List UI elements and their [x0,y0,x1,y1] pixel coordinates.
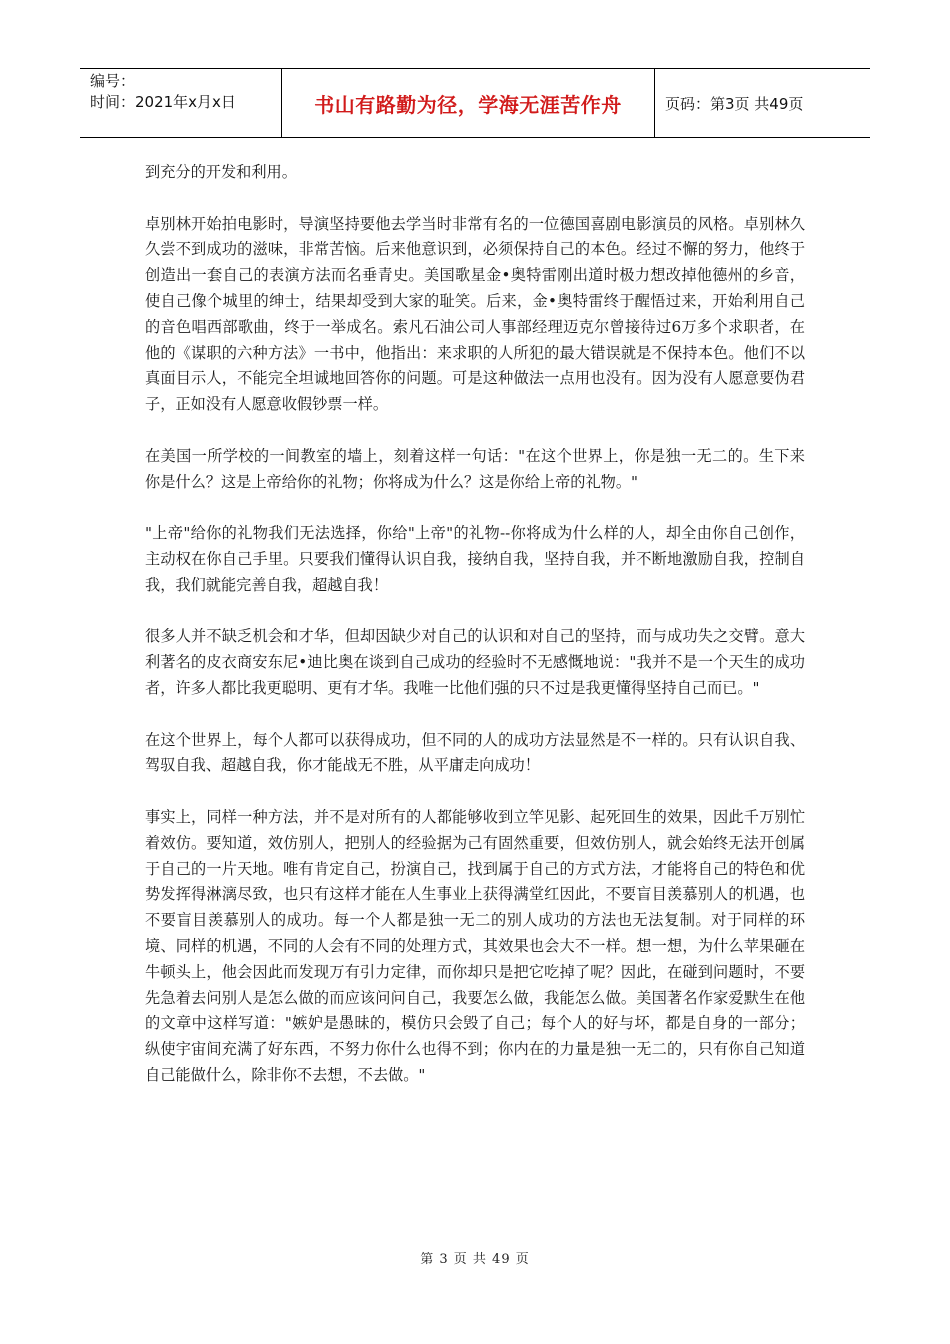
header-meta [80,69,282,137]
header-date-label: 时间：2021年x月x日 [90,93,236,111]
page-footer: 第 3 页 共 49 页 [420,1252,530,1267]
paragraph-1: 到充分的开发和利用。 [145,163,297,181]
paragraph-5: 很多人并不缺乏机会和才华，但却因缺少对自己的认识和对自己的坚持，而与成功失之交臂。意大利著名的皮衣商安东尼•迪比奥在谈到自己成功的经验时不无感慨地说："我并不是一个天生的成功者，许多人都比我更聪明、更有才华。我唯一比他们强的只不过是我更懂得坚持自己而已。" [145,627,805,697]
header-page-info: 页码：第3页 共49页 [665,94,804,113]
paragraph-7: 事实上，同样一种方法，并不是对所有的人都能够收到立竿见影、起死回生的效果，因此千万别忙着效仿。要知道，效仿别人，把别人的经验据为己有固然重要，但效仿别人，就会始终无法开创属于自己的一片天地。唯有肯定自己，扮演自己，找到属于自己的方式方法，才能将自己的特色和优势发挥得淋漓尽致，也只有这样才能在人生事业上获得满堂红因此，不要盲目羡慕别人的机遇，也不要盲目羡慕别人的成功。每一个人都是独一无二的别人成功的方法也无法复制。对于同样的环境、同样的机遇，不同的人会有不同的处理方式，其效果也会大不一样。想一想，为什么苹果砸在牛顿头上，他会因此而发现万有引力定律，而你却只是把它吃掉了呢？因此，在碰到问题时，不要先急着去问别人是怎么做的而应该问问自己，我要怎么做，我能怎么做。美国著名作家爱默生在他的文章中这样写道："嫉妒是愚昧的，模仿只会毁了自己；每个人的好与坏，都是自身的一部分；纵使宇宙间充满了好东西，不努力你什么也得不到；你内在的力量是独一无二的，只有你自己知道自己能做什么，除非你不去想，不去做。" [145,807,805,1084]
paragraph-2: 卓别林开始拍电影时，导演坚持要他去学当时非常有名的一位德国喜剧电影演员的风格。卓别林久久尝不到成功的滋味，非常苦恼。后来他意识到，必须保持自己的本色。经过不懈的努力，他终于创造出一套自己的表演方法而名垂青史。美国歌星金•奥特雷刚出道时极力想改掉他德州的乡音，使自己像个城里的绅士，结果却受到大家的耻笑。后来，金•奥特雷终于醒悟过来，开始利用自己的音色唱西部歌曲，终于一举成名。索凡石油公司人事部经理迈克尔曾接待过6万多个求职者，在他的《谋职的六种方法》一书中，他指出：来求职的人所犯的最大错误就是不保持本色。他们不以真面目示人，不能完全坦诚地回答你的问题。可是这种做法一点用也没有。因为没有人愿意要伪君子，正如没有人愿意收假钞票一样。 [145,214,805,414]
header-motto: 书山有路勤为径，学海无涯苦作舟 [282,69,655,137]
header-number-label: 编号： [90,72,136,90]
paragraph-3: 在美国一所学校的一间教室的墙上，刻着这样一句话："在这个世界上，你是独一无二的。生下来你是什么？这是上帝给你的礼物；你将成为什么？这是你给上帝的礼物。" [145,446,805,491]
document-body [145,160,805,1114]
paragraph-6: 在这个世界上，每个人都可以获得成功，但不同的人的成功方法显然是不一样的。只有认识自我、驾驭自我、超越自我，你才能战无不胜，从平庸走向成功！ [145,730,805,775]
page-header [80,68,870,138]
paragraph-4: "上帝"给你的礼物我们无法选择，你给"上帝"的礼物--你将成为什么样的人，却全由你自己创作，主动权在你自己手里。只要我们懂得认识自我，接纳自我，坚持自我，并不断地激励自我，控制自我，我们就能完善自我，超越自我！ [145,524,805,594]
